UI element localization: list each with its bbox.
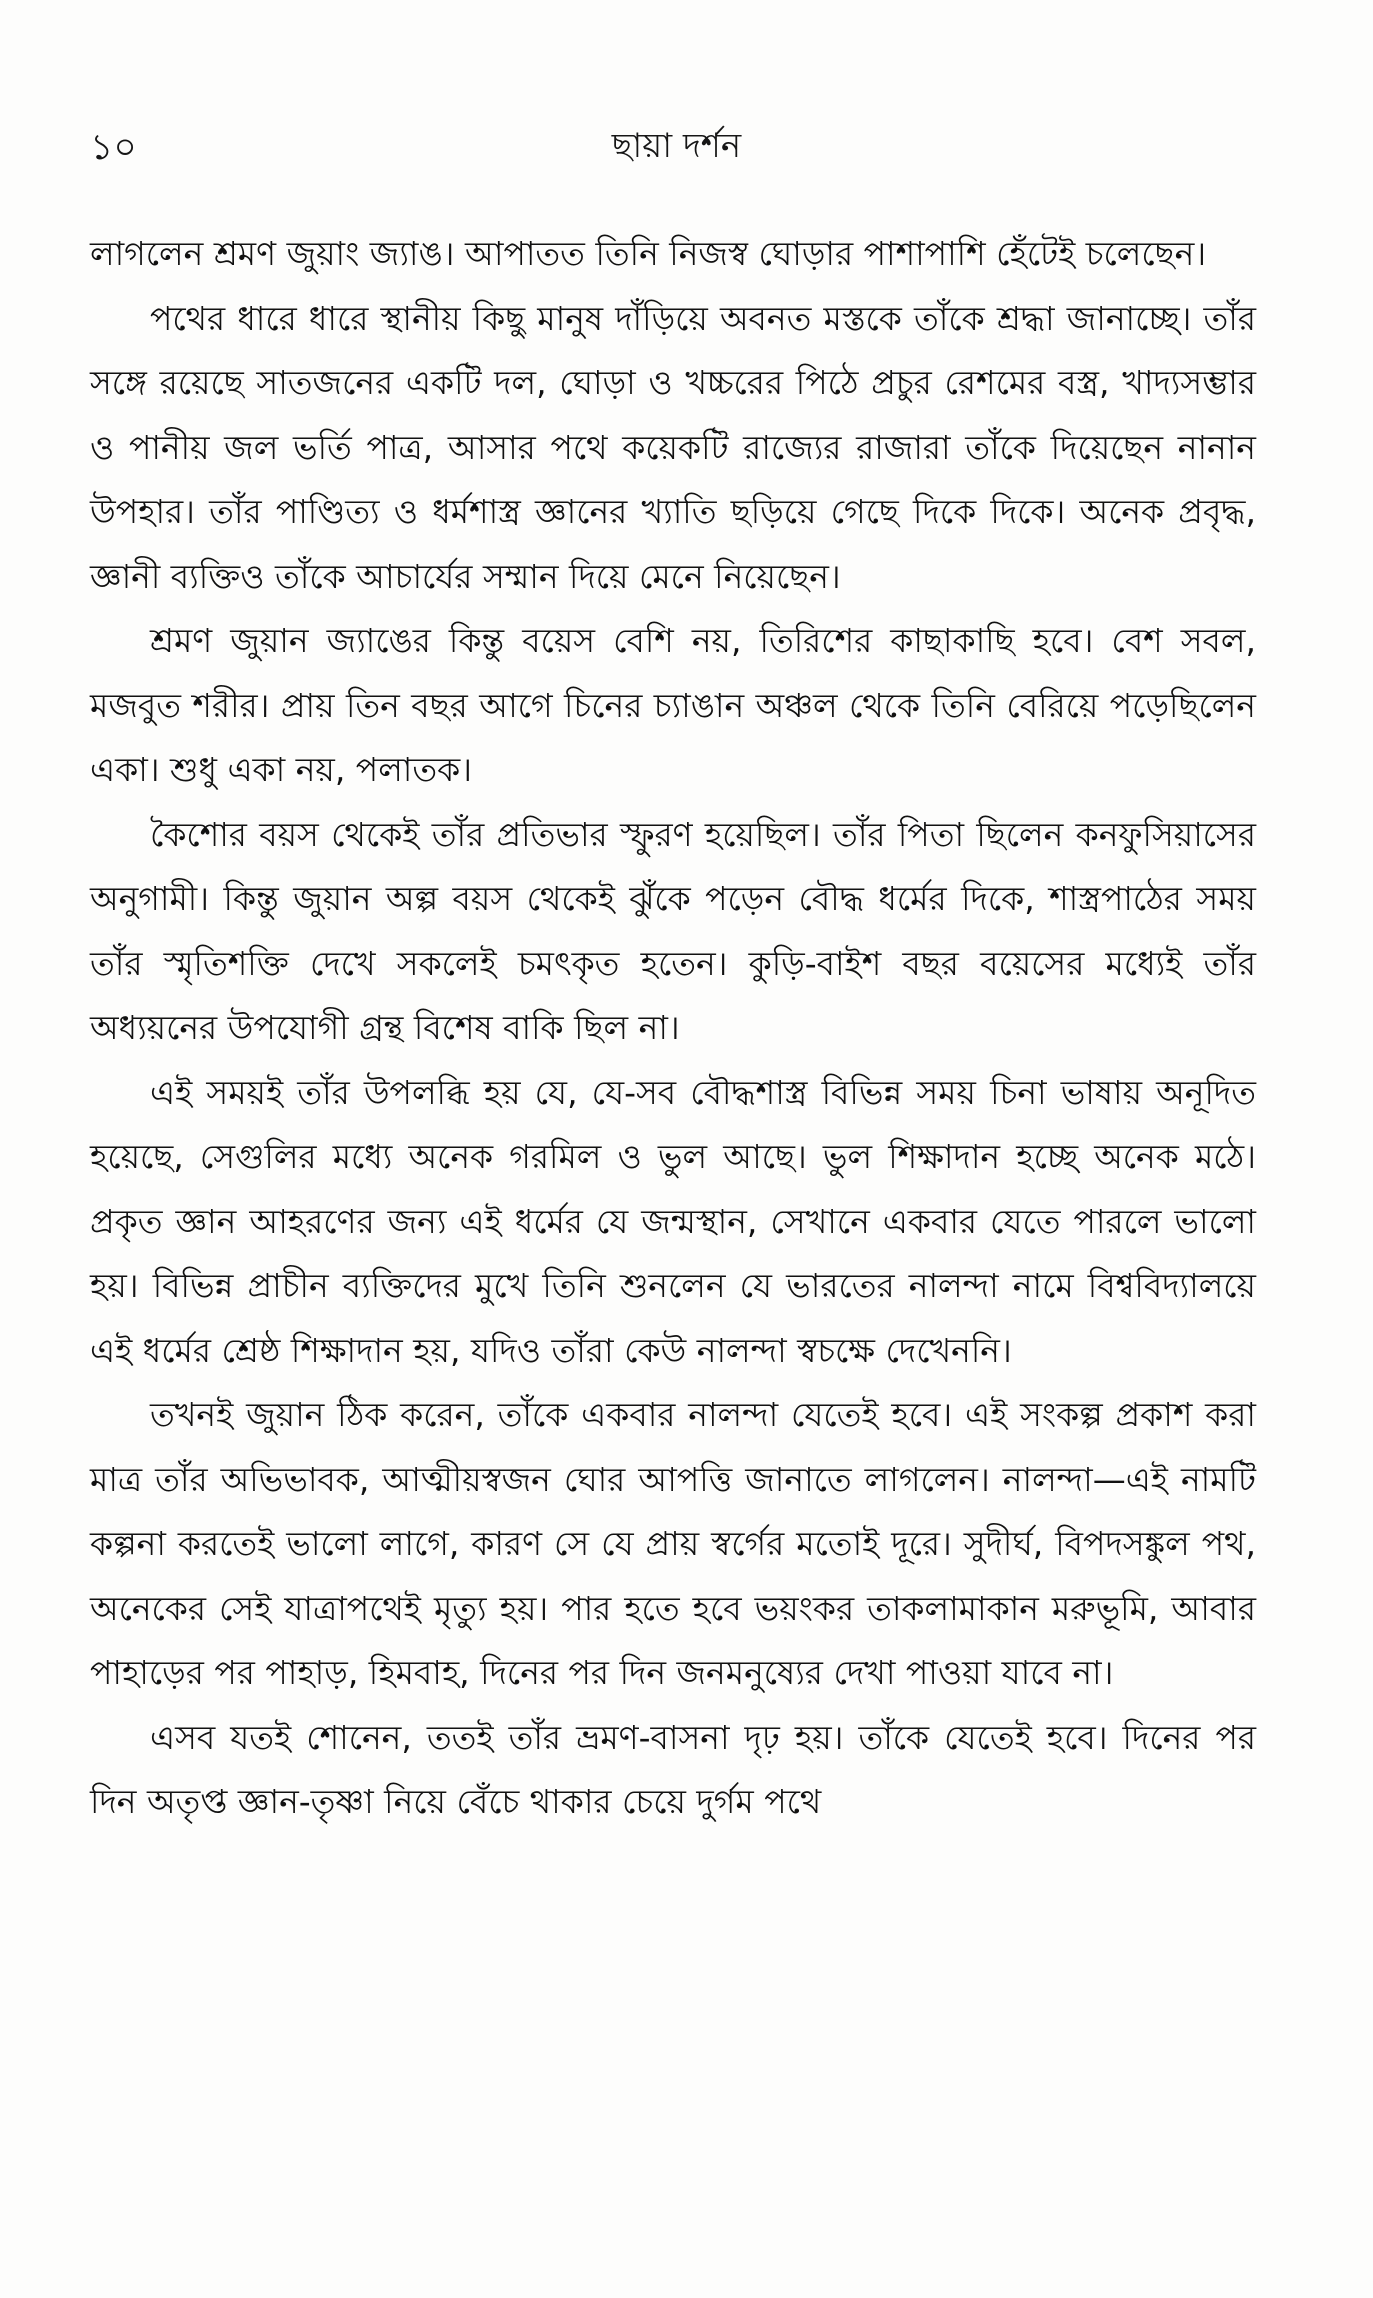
paragraph: পথের ধারে ধারে স্থানীয় কিছু মানুষ দাঁড়িয়ে অবনত মস্তকে তাঁকে শ্রদ্ধা জানাচ্ছে। তাঁর সঙ্গে রয়েছে সাতজনের একটি দল, ঘোড়া ও খচ্চরের পিঠে প্রচুর রেশমের বস্ত্র, খাদ্যসম্ভার ও পানীয় জল ভর্তি পাত্র, আসার পথে কয়েকটি রাজ্যের রাজারা তাঁকে দিয়েছেন নানান উপহার। তাঁর পাণ্ডিত্য ও ধর্মশাস্ত্র জ্ঞানের খ্যাতি ছড়িয়ে গেছে দিকে দিকে। অনেক প্রবৃদ্ধ, জ্ঞানী ব্যক্তিও তাঁকে আচার্যের সম্মান দিয়ে মেনে নিয়েছেন। bbox=[90, 298, 1256, 596]
page-number: ১০ bbox=[90, 127, 137, 168]
paragraph: তখনই জুয়ান ঠিক করেন, তাঁকে একবার নালন্দা যেতেই হবে। এই সংকল্প প্রকাশ করা মাত্র তাঁর অভিভাবক, আত্মীয়স্বজন ঘোর আপত্তি জানাতে লাগলেন। নালন্দা—এই নামটি কল্পনা করতেই ভালো লাগে, কারণ সে যে প্রায় স্বর্গের মতোই দূরে। সুদীর্ঘ, বিপদসঙ্কুল পথ, অনেকের সেই যাত্রাপথেই মৃত্যু হয়। পার হতে হবে ভয়ংকর তাকলামাকান মরুভূমি, আবার পাহাড়ের পর পাহাড়, হিমবাহ, দিনের পর দিন জনমনুষ্যের দেখা পাওয়া যাবে না। bbox=[90, 1395, 1256, 1692]
body-text bbox=[90, 222, 1256, 1835]
paragraph: এই সময়ই তাঁর উপলব্ধি হয় যে, যে-সব বৌদ্ধশাস্ত্র বিভিন্ন সময় চিনা ভাষায় অনূদিত হয়েছে, সেগুলির মধ্যে অনেক গরমিল ও ভুল আছে। ভুল শিক্ষাদান হচ্ছে অনেক মঠে। প্রকৃত জ্ঞান আহরণের জন্য এই ধর্মের যে জন্মস্থান, সেখানে একবার যেতে পারলে ভালো হয়। বিভিন্ন প্রাচীন ব্যক্তিদের মুখে তিনি শুনলেন যে ভারতের নালন্দা নামে বিশ্ববিদ্যালয়ে এই ধর্মের শ্রেষ্ঠ শিক্ষাদান হয়, যদিও তাঁরা কেউ নালন্দা স্বচক্ষে দেখেননি। bbox=[90, 1072, 1256, 1370]
paragraph: এসব যতই শোনেন, ততই তাঁর ভ্রমণ-বাসনা দৃঢ় হয়। তাঁকে যেতেই হবে। দিনের পর দিন অতৃপ্ত জ্ঞান-তৃষ্ণা নিয়ে বেঁচে থাকার চেয়ে দুর্গম পথে bbox=[90, 1717, 1256, 1821]
paragraph: কৈশোর বয়স থেকেই তাঁর প্রতিভার স্ফুরণ হয়েছিল। তাঁর পিতা ছিলেন কনফুসিয়াসের অনুগামী। কিন্তু জুয়ান অল্প বয়স থেকেই ঝুঁকে পড়েন বৌদ্ধ ধর্মের দিকে, শাস্ত্রপাঠের সময় তাঁর স্মৃতিশক্তি দেখে সকলেই চমৎকৃত হতেন। কুড়ি-বাইশ বছর বয়েসের মধ্যেই তাঁর অধ্যয়নের উপযোগী গ্রন্থ বিশেষ বাকি ছিল না। bbox=[90, 814, 1256, 1047]
paragraph: লাগলেন শ্রমণ জুয়াং জ্যাঙ। আপাতত তিনি নিজস্ব ঘোড়ার পাশাপাশি হেঁটেই চলেছেন। bbox=[90, 234, 1207, 273]
running-head bbox=[90, 120, 1263, 180]
running-title: ছায়া দর্শন bbox=[611, 126, 742, 166]
paragraph: শ্রমণ জুয়ান জ্যাঙের কিন্তু বয়েস বেশি নয়, তিরিশের কাছাকাছি হবে। বেশ সবল, মজবুত শরীর। প্রায় তিন বছর আগে চিনের চ্যাঙান অঞ্চল থেকে তিনি বেরিয়ে পড়েছিলেন একা। শুধু একা নয়, পলাতক। bbox=[90, 621, 1256, 789]
